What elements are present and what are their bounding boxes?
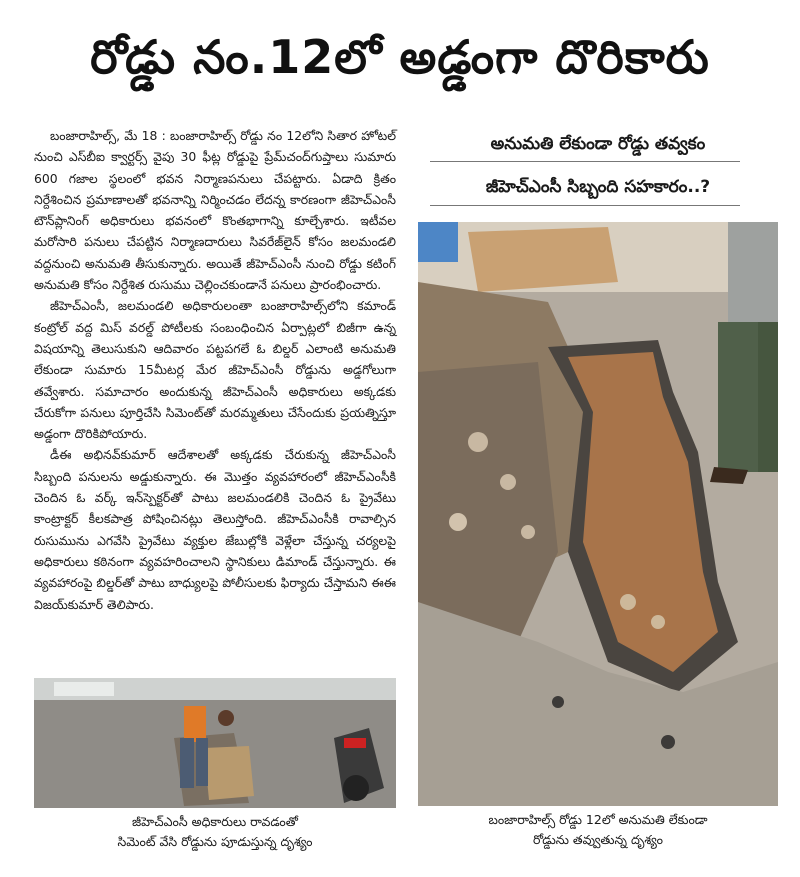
article-paragraph: బంజారాహిల్స్, మే 18 : బంజారాహిల్స్ రోడ్డు నం 12లోని సితార హోటల్ నుంచి ఎస్‌బీఐ క్వార్టర్స్ వైపు 30 ఫీట్ల రోడ్డుపై ప్రేమ్‌చంద్‌గుప్తాలు సుమారు 600 గజాల స్థలంలో భవన నిర్మాణపనులు చేపట్టారు. ఏడాది క్రితం నిర్దేశించిన ప్రమాణాలతో భవనాన్ని నిర్మించడం లేదన్న కారణంగా జీహెచ్ఎంసీ టౌన్‌ప్లానింగ్ అధికారులు భవనంలో కొంతభాగాన్ని కూల్చేశారు. ఇటీవల మరోసారి పనులు చేపట్టిన నిర్మాణదారులు సివరేజ్‌లైన్ కోసం జలమండలి వద్దనుంచి అనుమతి తీసుకున్నారు. అయితే జీహెచ్ఎంసీ నుంచి రోడ్డు కటింగ్ అనుమతి కోసం నిర్దేశిత రుసుము చెల్లించకుండానే పనులు ప్రారంభించారు. bbox=[34, 128, 396, 293]
photo-cement-filling bbox=[34, 678, 396, 808]
subhead-1: అనుమతి లేకుండా రోడ్డు తవ్వకం bbox=[490, 134, 706, 154]
caption-right bbox=[418, 810, 778, 850]
photo-dug-road bbox=[418, 222, 778, 806]
article-paragraph: డీఈ అభినవ్‌కుమార్ ఆదేశాలతో అక్కడకు చేరుకున్న జీహెచ్ఎంసీ సిబ్బంది పనులను అడ్డుకున్నారు. ఈ మొత్తం వ్యవహారంలో జీహెచ్ఎంసీకి చెందిన ఓ వర్క్ ఇన్‌స్పెక్టర్‌తో పాటు జలమండలికి చెందిన ఓ ప్రైవేటు కాంట్రాక్టర్ కీలకపాత్ర పోషించినట్లు తెలుస్తోంది. జీహెచ్ఎంసీకి రావాల్సిన రుసుమును ఎగవేసి ప్రైవేటు వ్యక్తుల జేబుల్లోకి వెళ్లేలా చేస్తున్న చర్యలపై అధికారులు కఠినంగా వ్యవహరించాలని స్థానికులు డిమాండ్ చేస్తున్నారు. ఈ వ్యవహారంపై బిల్డర్‌తో పాటు బాధ్యులపై పోలీసులకు ఫిర్యాదు చేస్తామని ఈఈ విజయ్‌కుమార్ తెలిపారు. bbox=[34, 447, 396, 612]
headline: రోడ్డు నం.12లో అడ్డంగా దొరికారు bbox=[90, 30, 710, 84]
subhead-2: జీహెచ్ఎంసీ సిబ్బంది సహకారం..? bbox=[485, 177, 711, 197]
article-body bbox=[34, 125, 396, 615]
caption-left-line-1: జీహెచ్ఎంసీ అధికారులు రావడంతో bbox=[132, 814, 298, 829]
caption-right-line-1: బంజారాహిల్స్ రోడ్డు 12లో అనుమతి లేకుండా bbox=[488, 812, 708, 827]
caption-right-line-2: రోడ్డును తవ్వుతున్న దృశ్యం bbox=[533, 832, 663, 847]
subhead-divider bbox=[430, 205, 740, 206]
subhead-divider bbox=[430, 161, 740, 162]
caption-left bbox=[34, 812, 396, 852]
article-paragraph: జీహెచ్ఎంసీ, జలమండలి అధికారులంతా బంజారాహిల్స్‌లోని కమాండ్ కంట్రోల్ వద్ద మిస్ వరల్డ్ పోటీలకు సంబంధించిన ఏర్పాట్లలో బిజీగా ఉన్న విషయాన్ని తెలుసుకుని ఆదివారం పట్టపగలే ఓ బిల్డర్ ఎలాంటి అనుమతి లేకుండా సుమారు 15మీటర్ల మేర జీహెచ్ఎంసీ రోడ్డును అడ్డగోలుగా తవ్వేశారు. సమాచారం అందుకున్న జీహెచ్ఎంసీ అధికారులు అక్కడకు చేరుకోగా పనులు పూర్తిచేసి సిమెంట్‌తో మరమ్మతులు చేసేందుకు ప్రయత్నిస్తూ అడ్డంగా దొరికిపోయారు. bbox=[34, 298, 396, 442]
caption-left-line-2: సిమెంట్ వేసి రోడ్డును పూడుస్తున్న దృశ్యం bbox=[117, 834, 313, 849]
